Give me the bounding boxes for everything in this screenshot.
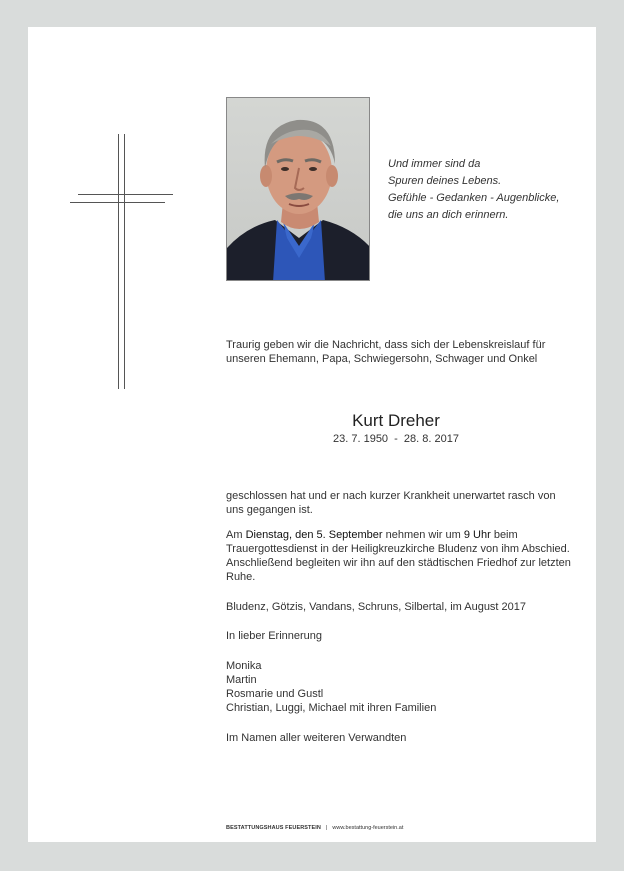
deceased-block	[226, 411, 566, 446]
funeral-text	[226, 528, 571, 584]
signer: Monika	[226, 660, 262, 672]
cross-vertical-line	[118, 134, 119, 389]
obituary-page	[28, 27, 596, 842]
poem-line: Und immer sind da	[388, 158, 481, 170]
cross-horizontal-line	[70, 202, 165, 203]
portrait-photo	[226, 97, 370, 281]
signers-list	[226, 659, 571, 715]
cross-vertical-line	[124, 134, 125, 389]
closing-text: geschlossen hat und er nach kurzer Krankheit unerwartet rasch von uns gegangen ist.	[226, 490, 556, 516]
poem-line: Spuren deines Lebens.	[388, 175, 502, 187]
funeral-date: Dienstag, den 5. September	[245, 529, 383, 541]
funeral-time: 9 Uhr	[463, 529, 491, 541]
remembrance-text: In lieber Erinnerung	[226, 630, 323, 642]
signer: Christian, Luggi, Michael mit ihren Familien	[226, 702, 437, 714]
funeral-suffix: beim Trauergottesdienst in der Heiligkreuzkirche Bludenz von ihm Abschied. Anschließend begleiten wir ihn auf den städtischen Friedhof zur letzten Ruhe.	[226, 529, 571, 583]
footer-website: www.bestattung-feuerstein.at	[332, 825, 404, 831]
cross-horizontal-line	[78, 194, 173, 195]
poem-line: die uns an dich erinnern.	[388, 209, 509, 221]
poem	[388, 156, 588, 224]
places-and-date: Bludenz, Götzis, Vandans, Schruns, Silbertal, im August 2017	[226, 601, 527, 613]
relatives-text: Im Namen aller weiteren Verwandten	[226, 732, 407, 744]
footer	[226, 825, 403, 832]
footer-company: BESTATTUNGSHAUS FEUERSTEIN	[226, 825, 321, 831]
signer: Martin	[226, 674, 257, 686]
footer-separator: |	[325, 825, 328, 831]
portrait-illustration	[227, 98, 370, 281]
funeral-prefix: Am	[226, 529, 246, 541]
deceased-name: Kurt Dreher	[352, 411, 440, 430]
signer: Rosmarie und Gustl	[226, 688, 324, 700]
intro-text: Traurig geben wir die Nachricht, dass sich der Lebenskreislauf für unseren Ehemann, Papa, Schwiegersohn, Schwager und Onkel	[226, 339, 546, 365]
funeral-middle: nehmen wir um	[382, 529, 464, 541]
poem-line: Gefühle - Gedanken - Augenblicke,	[388, 192, 560, 204]
life-dates: 23. 7. 1950 - 28. 8. 2017	[333, 433, 459, 445]
